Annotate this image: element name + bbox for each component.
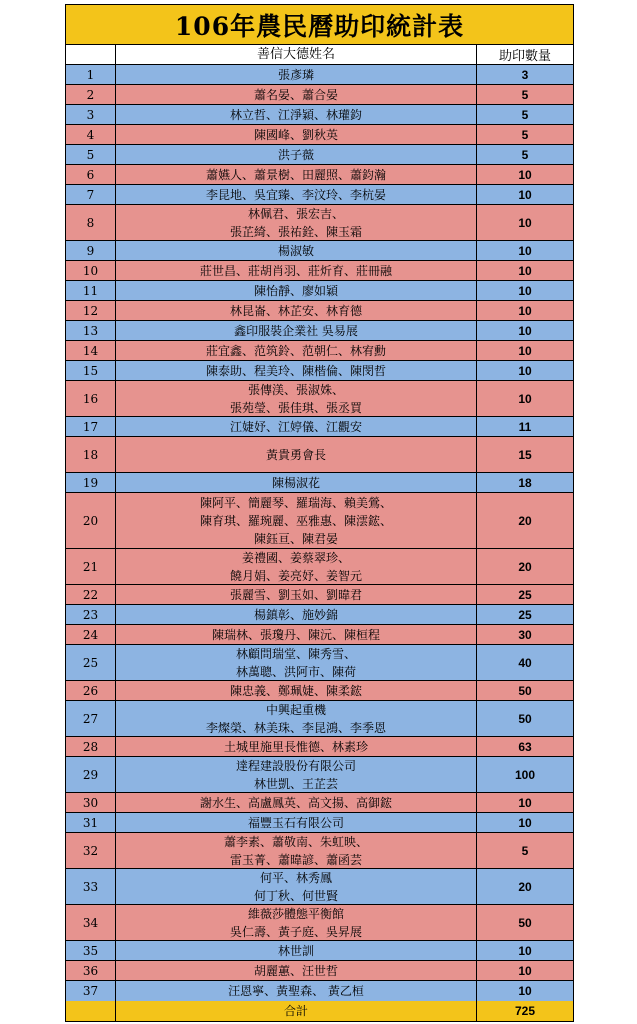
name-line: 土城里施里長惟德、林素珍 xyxy=(223,739,368,754)
row-names xyxy=(116,321,477,340)
row-quantity: 5 xyxy=(521,147,529,162)
row-number: 34 xyxy=(66,905,116,940)
name-line: 張傳渼、張淑姝、 xyxy=(247,382,344,397)
row-names xyxy=(116,341,477,360)
name-line: 謝水生、高盧鳳英、高文揚、高御鋐 xyxy=(199,795,392,810)
table-row xyxy=(66,625,573,645)
name-line: 胡麗蕙、汪世哲 xyxy=(253,963,338,978)
row-quantity: 20 xyxy=(518,513,532,528)
row-names xyxy=(116,941,477,960)
row-quantity: 18 xyxy=(518,475,532,490)
table-row xyxy=(66,549,573,585)
name-line: 汪恩寧、黃聖森、 黃乙桓 xyxy=(228,984,364,998)
row-quantity: 5 xyxy=(521,107,529,122)
table-row xyxy=(66,833,573,869)
row-names xyxy=(116,813,477,832)
total-empty-cell xyxy=(66,1001,116,1021)
table-row xyxy=(66,493,573,549)
table-row xyxy=(66,961,573,981)
table-row xyxy=(66,205,573,241)
table-row xyxy=(66,261,573,281)
row-names xyxy=(116,701,477,736)
row-names xyxy=(116,361,477,380)
name-line: 李昆地、吳宜臻、李汶玲、李杭晏 xyxy=(205,187,386,202)
table-row xyxy=(66,437,573,473)
table-row xyxy=(66,869,573,905)
total-row xyxy=(66,1001,573,1021)
row-names xyxy=(116,185,477,204)
row-names xyxy=(116,301,477,320)
row-quantity: 10 xyxy=(518,363,532,378)
row-number: 29 xyxy=(66,757,116,792)
row-names xyxy=(116,681,477,700)
row-quantity: 5 xyxy=(521,87,529,102)
table-row xyxy=(66,321,573,341)
row-quantity: 5 xyxy=(521,127,529,142)
table-row xyxy=(66,737,573,757)
row-quantity: 20 xyxy=(518,879,532,894)
name-line: 楊淑敏 xyxy=(277,243,314,258)
table-row xyxy=(66,125,573,145)
row-number: 7 xyxy=(66,185,116,204)
name-line: 張彥璘 xyxy=(277,67,314,82)
name-line: 陳楊淑花 xyxy=(271,475,320,490)
row-names xyxy=(116,645,477,680)
total-label: 合計 xyxy=(116,1001,477,1021)
row-number: 12 xyxy=(66,301,116,320)
name-line: 達程建設股份有限公司 xyxy=(235,758,356,773)
row-quantity: 25 xyxy=(518,607,532,622)
row-number: 23 xyxy=(66,605,116,624)
name-line: 陳阿平、簡麗琴、羅瑞海、賴美鶯、 xyxy=(199,495,392,510)
table-row xyxy=(66,241,573,261)
row-quantity: 10 xyxy=(518,263,532,278)
row-number: 18 xyxy=(66,437,116,472)
row-quantity: 10 xyxy=(518,167,532,182)
row-quantity: 10 xyxy=(518,963,532,978)
row-quantity: 11 xyxy=(518,419,532,434)
table-row xyxy=(66,605,573,625)
name-line: 何丁秋、何世賢 xyxy=(253,888,338,903)
row-number: 35 xyxy=(66,941,116,960)
row-quantity: 10 xyxy=(518,215,532,230)
name-line: 陳忠義、鄭珮婕、陳柔鋐 xyxy=(229,683,362,698)
row-names xyxy=(116,125,477,144)
row-number: 2 xyxy=(66,85,116,104)
row-quantity: 5 xyxy=(521,843,529,858)
name-line: 陳瑞林、張瓊丹、陳沅、陳桓程 xyxy=(211,627,380,642)
table-row xyxy=(66,585,573,605)
row-names xyxy=(116,869,477,904)
row-quantity: 3 xyxy=(521,67,529,82)
row-quantity: 40 xyxy=(518,655,532,670)
row-quantity: 50 xyxy=(518,915,532,930)
table-row xyxy=(66,905,573,941)
row-number: 5 xyxy=(66,145,116,164)
header-names: 善信大德姓名 xyxy=(116,45,477,64)
name-line: 蕭嬿人、蕭景樹、田麗照、蕭鈞瀚 xyxy=(205,167,386,182)
name-line: 陳國峰、劉秋英 xyxy=(253,127,338,142)
name-line: 黃貴勇會長 xyxy=(265,447,326,462)
row-names xyxy=(116,585,477,604)
table-row xyxy=(66,417,573,437)
name-line: 張芷綺、張祐銓、陳玉霜 xyxy=(229,224,362,239)
row-number: 28 xyxy=(66,737,116,756)
name-line: 張苑瑩、張佳琪、張丞買 xyxy=(229,400,362,415)
table-row xyxy=(66,185,573,205)
name-line: 陳怡靜、廖如穎 xyxy=(253,283,338,298)
table-row xyxy=(66,281,573,301)
name-line: 林昆崙、林芷安、林育德 xyxy=(229,303,362,318)
row-names xyxy=(116,165,477,184)
row-names xyxy=(116,961,477,980)
row-number: 17 xyxy=(66,417,116,436)
name-line: 林立哲、江淨穎、林瓘鈞 xyxy=(229,107,362,122)
row-number: 10 xyxy=(66,261,116,280)
row-quantity: 10 xyxy=(518,303,532,318)
row-names xyxy=(116,833,477,868)
row-quantity: 10 xyxy=(518,943,532,958)
name-line: 林佩君、張宏吉、 xyxy=(247,206,344,221)
row-number: 19 xyxy=(66,473,116,492)
table-body xyxy=(66,65,573,1001)
header-quantity: 助印數量 xyxy=(498,49,551,64)
row-names xyxy=(116,85,477,104)
name-line: 李燦榮、林美珠、李昆鴻、李季恩 xyxy=(205,720,386,735)
name-line: 陳鈺亘、陳君晏 xyxy=(253,531,338,546)
table-row xyxy=(66,301,573,321)
table-row xyxy=(66,981,573,1001)
row-quantity: 100 xyxy=(514,767,536,782)
row-number: 14 xyxy=(66,341,116,360)
row-names xyxy=(116,625,477,644)
name-line: 蕭李素、蕭敬南、朱虹映、 xyxy=(223,834,368,849)
row-number: 25 xyxy=(66,645,116,680)
row-quantity: 10 xyxy=(518,984,532,998)
row-names xyxy=(116,793,477,812)
name-line: 莊世昌、莊胡肖羽、莊炘育、莊冊融 xyxy=(199,263,392,278)
table-row xyxy=(66,813,573,833)
table-row xyxy=(66,941,573,961)
row-number: 22 xyxy=(66,585,116,604)
name-line: 維薇莎體態平衡館 xyxy=(247,906,344,921)
name-line: 饒月娟、姜亮妤、姜智元 xyxy=(229,568,362,583)
header-row xyxy=(66,45,573,65)
name-line: 陳育琪、羅琬麗、巫雅惠、陳澐鋐、 xyxy=(199,513,392,528)
total-quantity: 725 xyxy=(514,1004,536,1018)
name-line: 何平、林秀鳳 xyxy=(259,870,332,885)
row-names xyxy=(116,145,477,164)
table-row xyxy=(66,105,573,125)
row-number: 30 xyxy=(66,793,116,812)
row-names xyxy=(116,737,477,756)
row-number: 15 xyxy=(66,361,116,380)
table-row xyxy=(66,165,573,185)
row-names xyxy=(116,205,477,240)
name-line: 姜禮國、姜蔡翠珍、 xyxy=(241,550,350,565)
name-line: 林世訓 xyxy=(277,943,314,958)
name-line: 莊宜鑫、范筑鈴、范朝仁、林宥勳 xyxy=(205,343,386,358)
row-quantity: 10 xyxy=(518,391,532,406)
row-names xyxy=(116,261,477,280)
row-names xyxy=(116,437,477,472)
name-line: 雷玉菁、蕭暐諺、蕭函芸 xyxy=(229,852,362,867)
name-line: 陳泰助、程美玲、陳楷倫、陳閔哲 xyxy=(205,363,386,378)
row-quantity: 10 xyxy=(518,795,532,810)
row-names xyxy=(116,241,477,260)
row-number: 4 xyxy=(66,125,116,144)
name-line: 吳仁壽、黃子庭、吳昇展 xyxy=(229,924,362,939)
row-names xyxy=(116,381,477,416)
name-line: 中興起重機 xyxy=(265,702,326,717)
name-line: 蕭名晏、蕭合晏 xyxy=(253,87,338,102)
table-row xyxy=(66,145,573,165)
table-row xyxy=(66,361,573,381)
row-quantity: 15 xyxy=(518,447,532,462)
name-line: 林世凱、王芷芸 xyxy=(253,776,338,791)
row-number: 16 xyxy=(66,381,116,416)
donation-table xyxy=(65,4,574,1022)
table-title: 106年農民曆助印統計表 xyxy=(66,5,573,45)
row-names xyxy=(116,493,477,548)
row-quantity: 10 xyxy=(518,243,532,258)
row-number: 36 xyxy=(66,961,116,980)
row-quantity: 50 xyxy=(518,711,532,726)
name-line: 林顧問瑞堂、陳秀雪、 xyxy=(235,646,356,661)
row-names xyxy=(116,65,477,84)
row-quantity: 20 xyxy=(518,559,532,574)
row-number: 21 xyxy=(66,549,116,584)
row-number: 9 xyxy=(66,241,116,260)
table-row xyxy=(66,85,573,105)
row-number: 11 xyxy=(66,281,116,300)
row-number: 33 xyxy=(66,869,116,904)
row-names xyxy=(116,905,477,940)
row-quantity: 63 xyxy=(518,739,532,754)
row-quantity: 10 xyxy=(518,343,532,358)
row-number: 27 xyxy=(66,701,116,736)
name-line: 林萬聰、洪阿市、陳荷 xyxy=(235,664,356,679)
table-row xyxy=(66,757,573,793)
row-quantity: 10 xyxy=(518,187,532,202)
name-line: 江婕妤、江婷儀、江觀安 xyxy=(229,419,362,434)
row-names xyxy=(116,549,477,584)
row-names xyxy=(116,473,477,492)
row-quantity: 25 xyxy=(518,587,532,602)
row-quantity: 10 xyxy=(518,815,532,830)
name-line: 福豐玉石有限公司 xyxy=(247,815,344,830)
row-names xyxy=(116,281,477,300)
table-row xyxy=(66,793,573,813)
row-number: 24 xyxy=(66,625,116,644)
table-row xyxy=(66,681,573,701)
row-number: 32 xyxy=(66,833,116,868)
table-row xyxy=(66,341,573,361)
row-number: 26 xyxy=(66,681,116,700)
header-number xyxy=(66,45,116,64)
row-number: 13 xyxy=(66,321,116,340)
row-names xyxy=(116,605,477,624)
row-number: 1 xyxy=(66,65,116,84)
row-quantity: 10 xyxy=(518,283,532,298)
table-row xyxy=(66,65,573,85)
table-row xyxy=(66,473,573,493)
row-names xyxy=(116,105,477,124)
row-names xyxy=(116,417,477,436)
row-number: 31 xyxy=(66,813,116,832)
table-row xyxy=(66,381,573,417)
row-names xyxy=(116,981,477,1001)
row-number: 6 xyxy=(66,165,116,184)
row-number: 8 xyxy=(66,205,116,240)
row-names xyxy=(116,757,477,792)
row-number: 37 xyxy=(66,981,116,1001)
name-line: 張麗雪、劉玉如、劉暐君 xyxy=(229,587,362,602)
row-quantity: 10 xyxy=(518,323,532,338)
table-row xyxy=(66,645,573,681)
name-line: 鑫印服裝企業社 吳易展 xyxy=(234,323,358,338)
name-line: 楊鎮彰、施妙錦 xyxy=(253,607,338,622)
row-number: 3 xyxy=(66,105,116,124)
name-line: 洪子薇 xyxy=(277,147,314,162)
table-row xyxy=(66,701,573,737)
row-quantity: 50 xyxy=(518,683,532,698)
row-quantity: 30 xyxy=(518,627,532,642)
row-number: 20 xyxy=(66,493,116,548)
